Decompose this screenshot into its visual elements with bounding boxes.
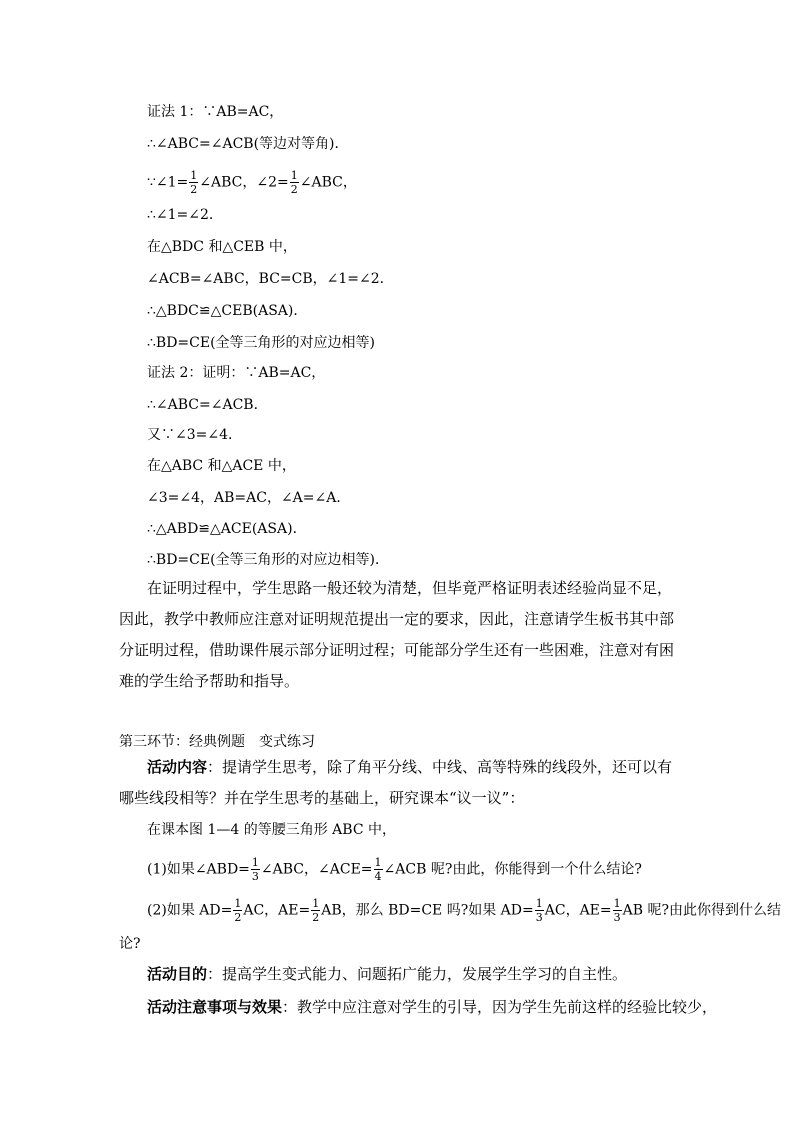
question-2-d: AC，AE= xyxy=(544,902,612,919)
fraction xyxy=(374,857,383,882)
proof2-line-5: ∠3=∠4，AB=AC，∠A=∠A． xyxy=(147,490,351,506)
proof2-line-3: 又∵∠3=∠4． xyxy=(147,427,243,443)
proof1-line-3-a: ∵∠1= xyxy=(147,174,189,191)
question-2-continuation: 论? xyxy=(119,936,141,952)
activity-notes-line xyxy=(147,997,717,1017)
activity-goal-label: 活动目的 xyxy=(147,965,208,983)
fraction xyxy=(233,898,242,923)
fraction xyxy=(613,898,622,923)
proof1-line-3-b: ∠ABC，∠2= xyxy=(199,174,289,191)
question-2-c: AB，那么 BD=CE 吗?如果 AD= xyxy=(321,902,534,919)
proof1-line-6: ∠ACB=∠ABC，BC=CB，∠1=∠2． xyxy=(147,271,394,287)
proof1-line-1: 证法 1：∵AB=AC， xyxy=(147,104,284,120)
fraction-denominator: 2 xyxy=(312,911,320,924)
proof2-line-6: ∴△ABD≌△ACE(ASA)． xyxy=(147,521,307,537)
proof2-line-1: 证法 2：证明：∵AB=AC， xyxy=(147,365,326,381)
fraction xyxy=(535,898,544,923)
fraction-denominator: 2 xyxy=(234,911,242,924)
fraction-numerator: 1 xyxy=(251,856,259,869)
figure-line: 在课本图 1—4 的等腰三角形 ABC 中， xyxy=(147,822,396,838)
question-1-c: ∠ACB 呢?由此，你能得到一个什么结论? xyxy=(383,861,642,878)
proof1-line-5: 在△BDC 和△CEB 中， xyxy=(147,239,297,255)
proof1-line-8: ∴BD=CE(全等三角形的对应边相等) xyxy=(147,335,376,351)
question-2-a: (2)如果 AD= xyxy=(147,902,233,919)
question-1-a: (1)如果∠ABD= xyxy=(147,861,250,878)
question-1 xyxy=(147,856,642,883)
question-2 xyxy=(147,897,781,924)
question-1-b: ∠ABC，∠ACE= xyxy=(260,861,373,878)
fraction-denominator: 2 xyxy=(190,183,198,196)
fraction-denominator: 3 xyxy=(613,911,621,924)
question-2-b: AC，AE= xyxy=(243,902,311,919)
fraction xyxy=(251,857,260,882)
fraction-denominator: 3 xyxy=(535,911,543,924)
activity-notes-label: 活动注意事项与效果 xyxy=(147,998,283,1016)
activity-goal-line xyxy=(147,964,627,984)
proof2-line-4: 在△ABC 和△ACE 中， xyxy=(147,458,296,474)
activity-content-text: ：提请学生思考，除了角平分线、中线、高等特殊的线段外，还可以有哪些线段相等？并在学生思考的基础上，研究课本“议一议”： xyxy=(119,758,673,807)
section-heading: 第三环节：经典例题 变式练习 xyxy=(119,734,315,750)
fraction xyxy=(189,170,198,195)
fraction-denominator: 2 xyxy=(290,183,298,196)
proof2-line-2: ∴∠ABC=∠ACB． xyxy=(147,397,268,413)
fraction-numerator: 1 xyxy=(290,169,298,182)
fraction-numerator: 1 xyxy=(374,856,382,869)
activity-goal-text: ：提高学生变式能力、问题拓广能力，发展学生学习的自主性。 xyxy=(207,965,628,983)
proof1-line-4: ∴∠1=∠2． xyxy=(147,207,223,223)
activity-notes-text: ：教学中应注意对学生的引导，因为学生先前这样的经验比较少， xyxy=(282,998,718,1016)
proof1-line-7: ∴△BDC≌△CEB(ASA)． xyxy=(147,303,308,319)
fraction-numerator: 1 xyxy=(535,897,543,910)
proof1-line-3-c: ∠ABC， xyxy=(299,174,357,191)
activity-content-label: 活动内容 xyxy=(147,758,208,776)
fraction xyxy=(311,898,320,923)
fraction-numerator: 1 xyxy=(613,897,621,910)
fraction-numerator: 1 xyxy=(312,897,320,910)
question-2-e: AB 呢?由此你得到什么结 xyxy=(622,902,781,919)
activity-content-paragraph xyxy=(119,752,675,814)
fraction-denominator: 4 xyxy=(374,870,382,883)
proof1-line-3 xyxy=(147,169,357,196)
fraction-numerator: 1 xyxy=(190,169,198,182)
proof1-line-2: ∴∠ABC=∠ACB(等边对等角)． xyxy=(147,136,349,152)
proof2-line-7: ∴BD=CE(全等三角形的对应边相等)． xyxy=(147,552,390,568)
fraction-denominator: 3 xyxy=(251,870,259,883)
discussion-paragraph: 在证明过程中，学生思路一般还较为清楚，但毕竟严格证明表述经验尚显不足，因此，教学中教师应注意对证明规范提出一定的要求，因此，注意请学生板书其中部分证明过程，借助课件展示部分证明过程；可能部分学生还有一些困难，注意对有困难的学生给予帮助和指导。 xyxy=(119,579,675,690)
fraction-numerator: 1 xyxy=(234,897,242,910)
fraction xyxy=(290,170,299,195)
